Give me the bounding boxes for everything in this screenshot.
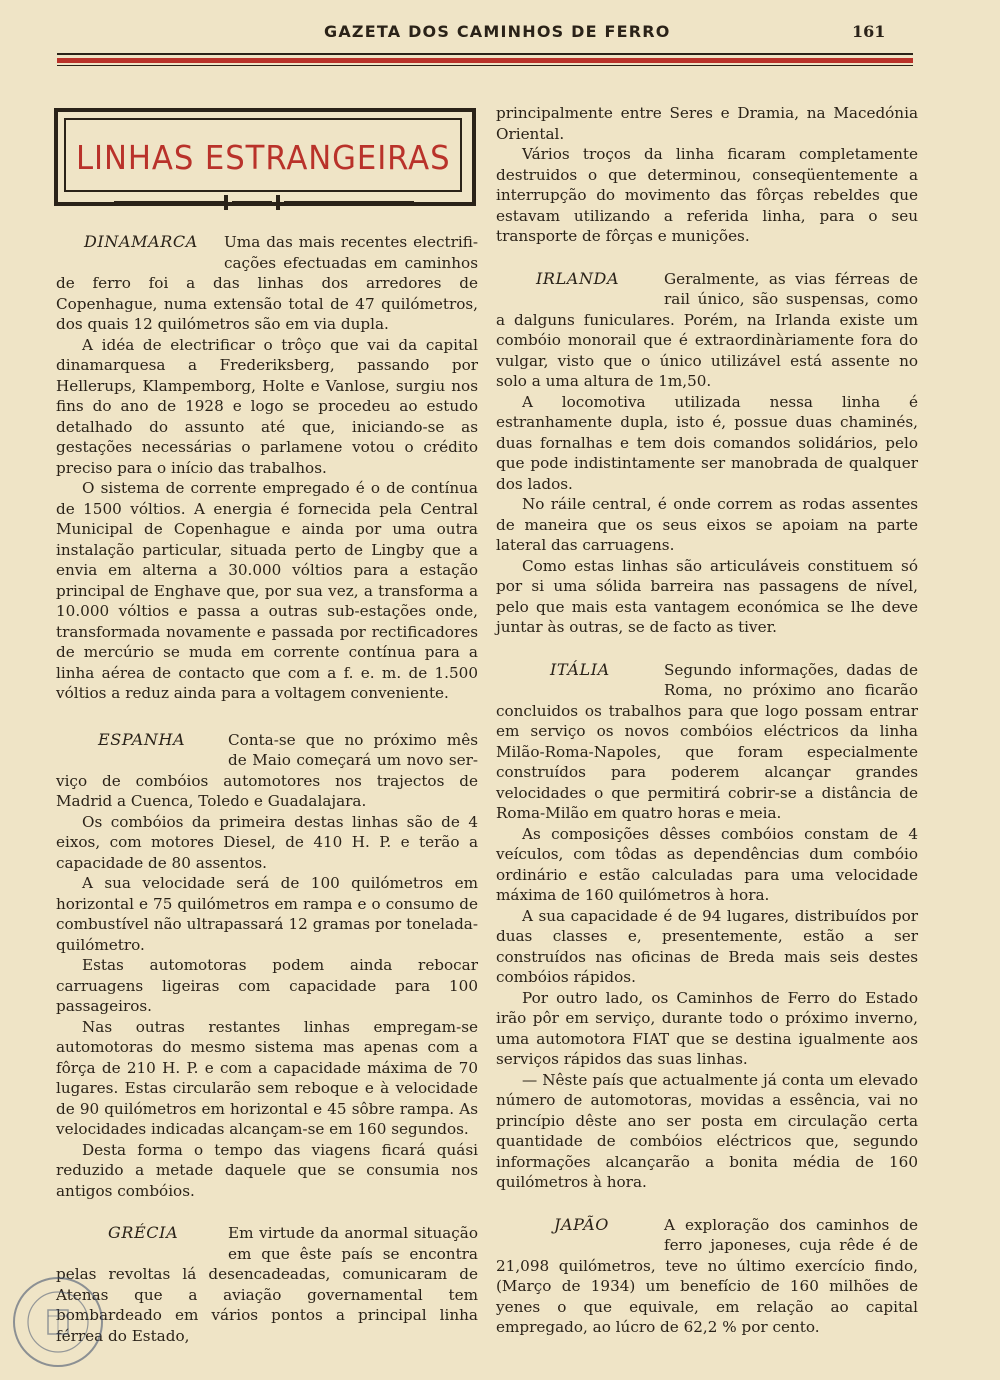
paragraph: Nas outras restantes linhas empregam-se automotoras do mesmo sistema mas apenas com a fôrça de 210 H. P. e com a capacidade máxima de 70 lugares. Estas circularão sem reboque e à velocidade de 90 quilómetros em horizontal e 45 sôbre rampa. As velocidades indicadas alcançam-se em 160 segundos. xyxy=(56,1017,478,1138)
paragraph: de ferro foi a das linhas dos arredores de Copenhague, numa extensão total de 47 quilómetros, dos quais 12 quilómetros são em via dupla. xyxy=(56,274,478,333)
paragraph: pelas revoltas lá desencadeadas, comunicaram de Atenas que a aviação governamental tem bombardeado em vários pontos a principal linha férrea do Estado, xyxy=(56,1265,478,1345)
paragraph: a dalguns funiculares. Porém, na Irlanda existe um combóio monorail que é extraordinàriamente fora do vulgar, visto que o único utilizável está assente no solo a uma altura de 1m,50. xyxy=(496,310,918,390)
title-ornament xyxy=(114,194,414,212)
section-dinamarca xyxy=(56,232,478,704)
paragraph: A locomotiva utilizada nessa linha é estranhamente dupla, isto é, possue duas chaminés, duas fornalhas e tem dois comandos solidários, pelo que pode indistintamente ser manobrada de qualquer dos lados. xyxy=(496,392,918,493)
paragraph: 21,098 quilómetros, teve no último exercício findo, (Março de 1934) um benefício de 160 milhões de yenes o que equivale, em relação ao capital empregado, ao lúcro de 62,2 % por cento. xyxy=(496,1256,918,1336)
section-grecia-continued xyxy=(496,103,918,247)
section-grecia xyxy=(56,1223,478,1346)
paragraph: A idéa de electrificar o trôço que vai da capital dinamarquesa a Frederiksberg, passando por Hellerups, Klampemborg, Holte e Vanlose, surgiu nos fins do ano de 1928 e logo se procedeu ao estudo detalhado do assunto até que, iniciando-se as gestações necessárias o parlamene votou o crédito preciso para o início das trabalhos. xyxy=(56,335,478,477)
lead-line: Conta-se que no próximo mês xyxy=(228,730,478,749)
paragraph: concluidos os trabalhos para que logo possam entrar em serviço os novos combóios eléctricos da linha Milão-Roma-Napoles, que foram especialmente construídos para poderem alcançar grandes velocidades o que permitirá cobrir-se a distância de Roma-Milão em quatro horas e meia. xyxy=(496,701,918,822)
lead-line: Segundo informações, dadas de xyxy=(664,660,918,679)
paragraph: O sistema de corrente empregado é o de contínua de 1500 vóltios. A energia é fornecida pela Central Municipal de Copenhague e ainda por uma outra instalação particular, situada perto de Lingby que a envia em alterna a 30.000 vóltios para a estação principal de Enghave que, por sua vez, a transforma a 10.000 vóltios e passa a outras sub-estações onde, transformada novamente e passada por rectificadores de mercúrio se muda em corrente contínua para a linha aérea de contacto que com a f. e. m. de 1.500 vóltios a reduz ainda para a voltagem conveniente. xyxy=(56,479,478,702)
country-heading: DINAMARCA xyxy=(84,232,198,251)
paragraph: Vários troços da linha ficaram completamente destruidos o que determinou, conseqüentemente a interrupção do movimento das fôrças rebeldes que estavam utilizando a referida linha, para o seu transporte de fôrças e munições. xyxy=(496,145,918,245)
lead-line: Geralmente, as vias férreas de xyxy=(664,269,918,288)
journal-title: GAZETA DOS CAMINHOS DE FERRO xyxy=(324,22,671,41)
section-title-box xyxy=(54,108,476,206)
lead-line: ferro japoneses, cuja rêde é de xyxy=(664,1236,918,1254)
right-column xyxy=(496,103,918,1338)
paragraph: Estas automotoras podem ainda rebocar carruagens ligeiras com capacidade para 100 passageiros. xyxy=(56,956,478,1015)
country-heading: IRLANDA xyxy=(536,268,620,288)
section-title: LINHAS ESTRANGEIRAS xyxy=(76,138,451,177)
section-irlanda xyxy=(496,269,918,638)
lead-line: cações efectuadas em caminhos xyxy=(224,253,478,272)
paragraph: Por outro lado, os Caminhos de Ferro do Estado irão pôr em serviço, durante todo o próximo inverno, uma automotora FIAT que se destina igualmente aos serviços rápidos das suas linhas. xyxy=(496,988,918,1068)
paragraph: A sua capacidade é de 94 lugares, distribuídos por duas classes e, presentemente, estão a ser construídos nas oficinas de Breda mais seis destes combóios rápidos. xyxy=(496,906,918,986)
paragraph: — Nêste país que actualmente já conta um elevado número de automotoras, movidas a essência, vai no princípio dêste ano ser posta em circulação certa quantidade de combóios eléctricos que, segundo informações alcançarão a bonita média de 160 quilómetros à hora. xyxy=(496,1070,918,1191)
running-head xyxy=(0,22,1000,46)
header-rule xyxy=(57,53,913,67)
lead-line: de Maio começará um novo ser- xyxy=(228,751,478,769)
lead-line: A exploração dos caminhos de xyxy=(664,1215,918,1234)
page-number: 161 xyxy=(852,22,886,41)
section-japao xyxy=(496,1215,918,1338)
country-heading: GRÉCIA xyxy=(108,1223,179,1242)
paragraph: No ráile central, é onde correm as rodas assentes de maneira que os seus eixos se apoiam na parte lateral das carruagens. xyxy=(496,495,918,554)
lead-line: rail único, são suspensas, como xyxy=(664,290,918,308)
paragraph: Os combóios da primeira destas linhas são de 4 eixos, com motores Diesel, de 410 H. P. e terão a capacidade de 80 assentos. xyxy=(56,812,478,872)
lead-line: Em virtude da anormal situação xyxy=(228,1224,478,1242)
lead-line: Roma, no próximo ano ficarão xyxy=(664,681,918,699)
left-column xyxy=(56,232,478,1346)
country-heading: ESPANHA xyxy=(98,729,186,749)
lead-line: em que êste país se encontra xyxy=(228,1244,478,1263)
country-heading: ITÁLIA xyxy=(550,659,610,679)
paragraph: viço de combóios automotores nos trajectos de Madrid a Cuenca, Toledo e Guadalajara. xyxy=(56,771,478,810)
paragraph: As composições dêsses combóios constam de 4 veículos, com tôdas as dependências dum combóio ordinário e estão calculadas para uma velocidade máxima de 160 quilómetros à hora. xyxy=(496,824,918,904)
section-espanha xyxy=(56,730,478,1202)
paragraph: Como estas linhas são articuláveis constituem só por si uma sólida barreira nas passagens de nível, pelo que mais esta vantagem económica se lhe deve juntar às outras, se de facto as tiver. xyxy=(496,556,918,636)
paragraph: A sua velocidade será de 100 quilómetros em horizontal e 75 quilómetros em rampa e o consumo de combustível não ultrapassará 12 gramas por tonelada-quilómetro. xyxy=(56,874,478,954)
library-stamp xyxy=(8,1272,108,1372)
paragraph: Desta forma o tempo das viagens ficará quási reduzido a metade daquele que se consumia nos antigos combóios. xyxy=(56,1140,478,1200)
section-italia xyxy=(496,660,918,1193)
country-heading: JAPÃO xyxy=(554,1214,609,1234)
paragraph: principalmente entre Seres e Dramia, na Macedónia Oriental. xyxy=(496,104,918,143)
lead-line: Uma das mais recentes electrifi- xyxy=(224,233,478,251)
